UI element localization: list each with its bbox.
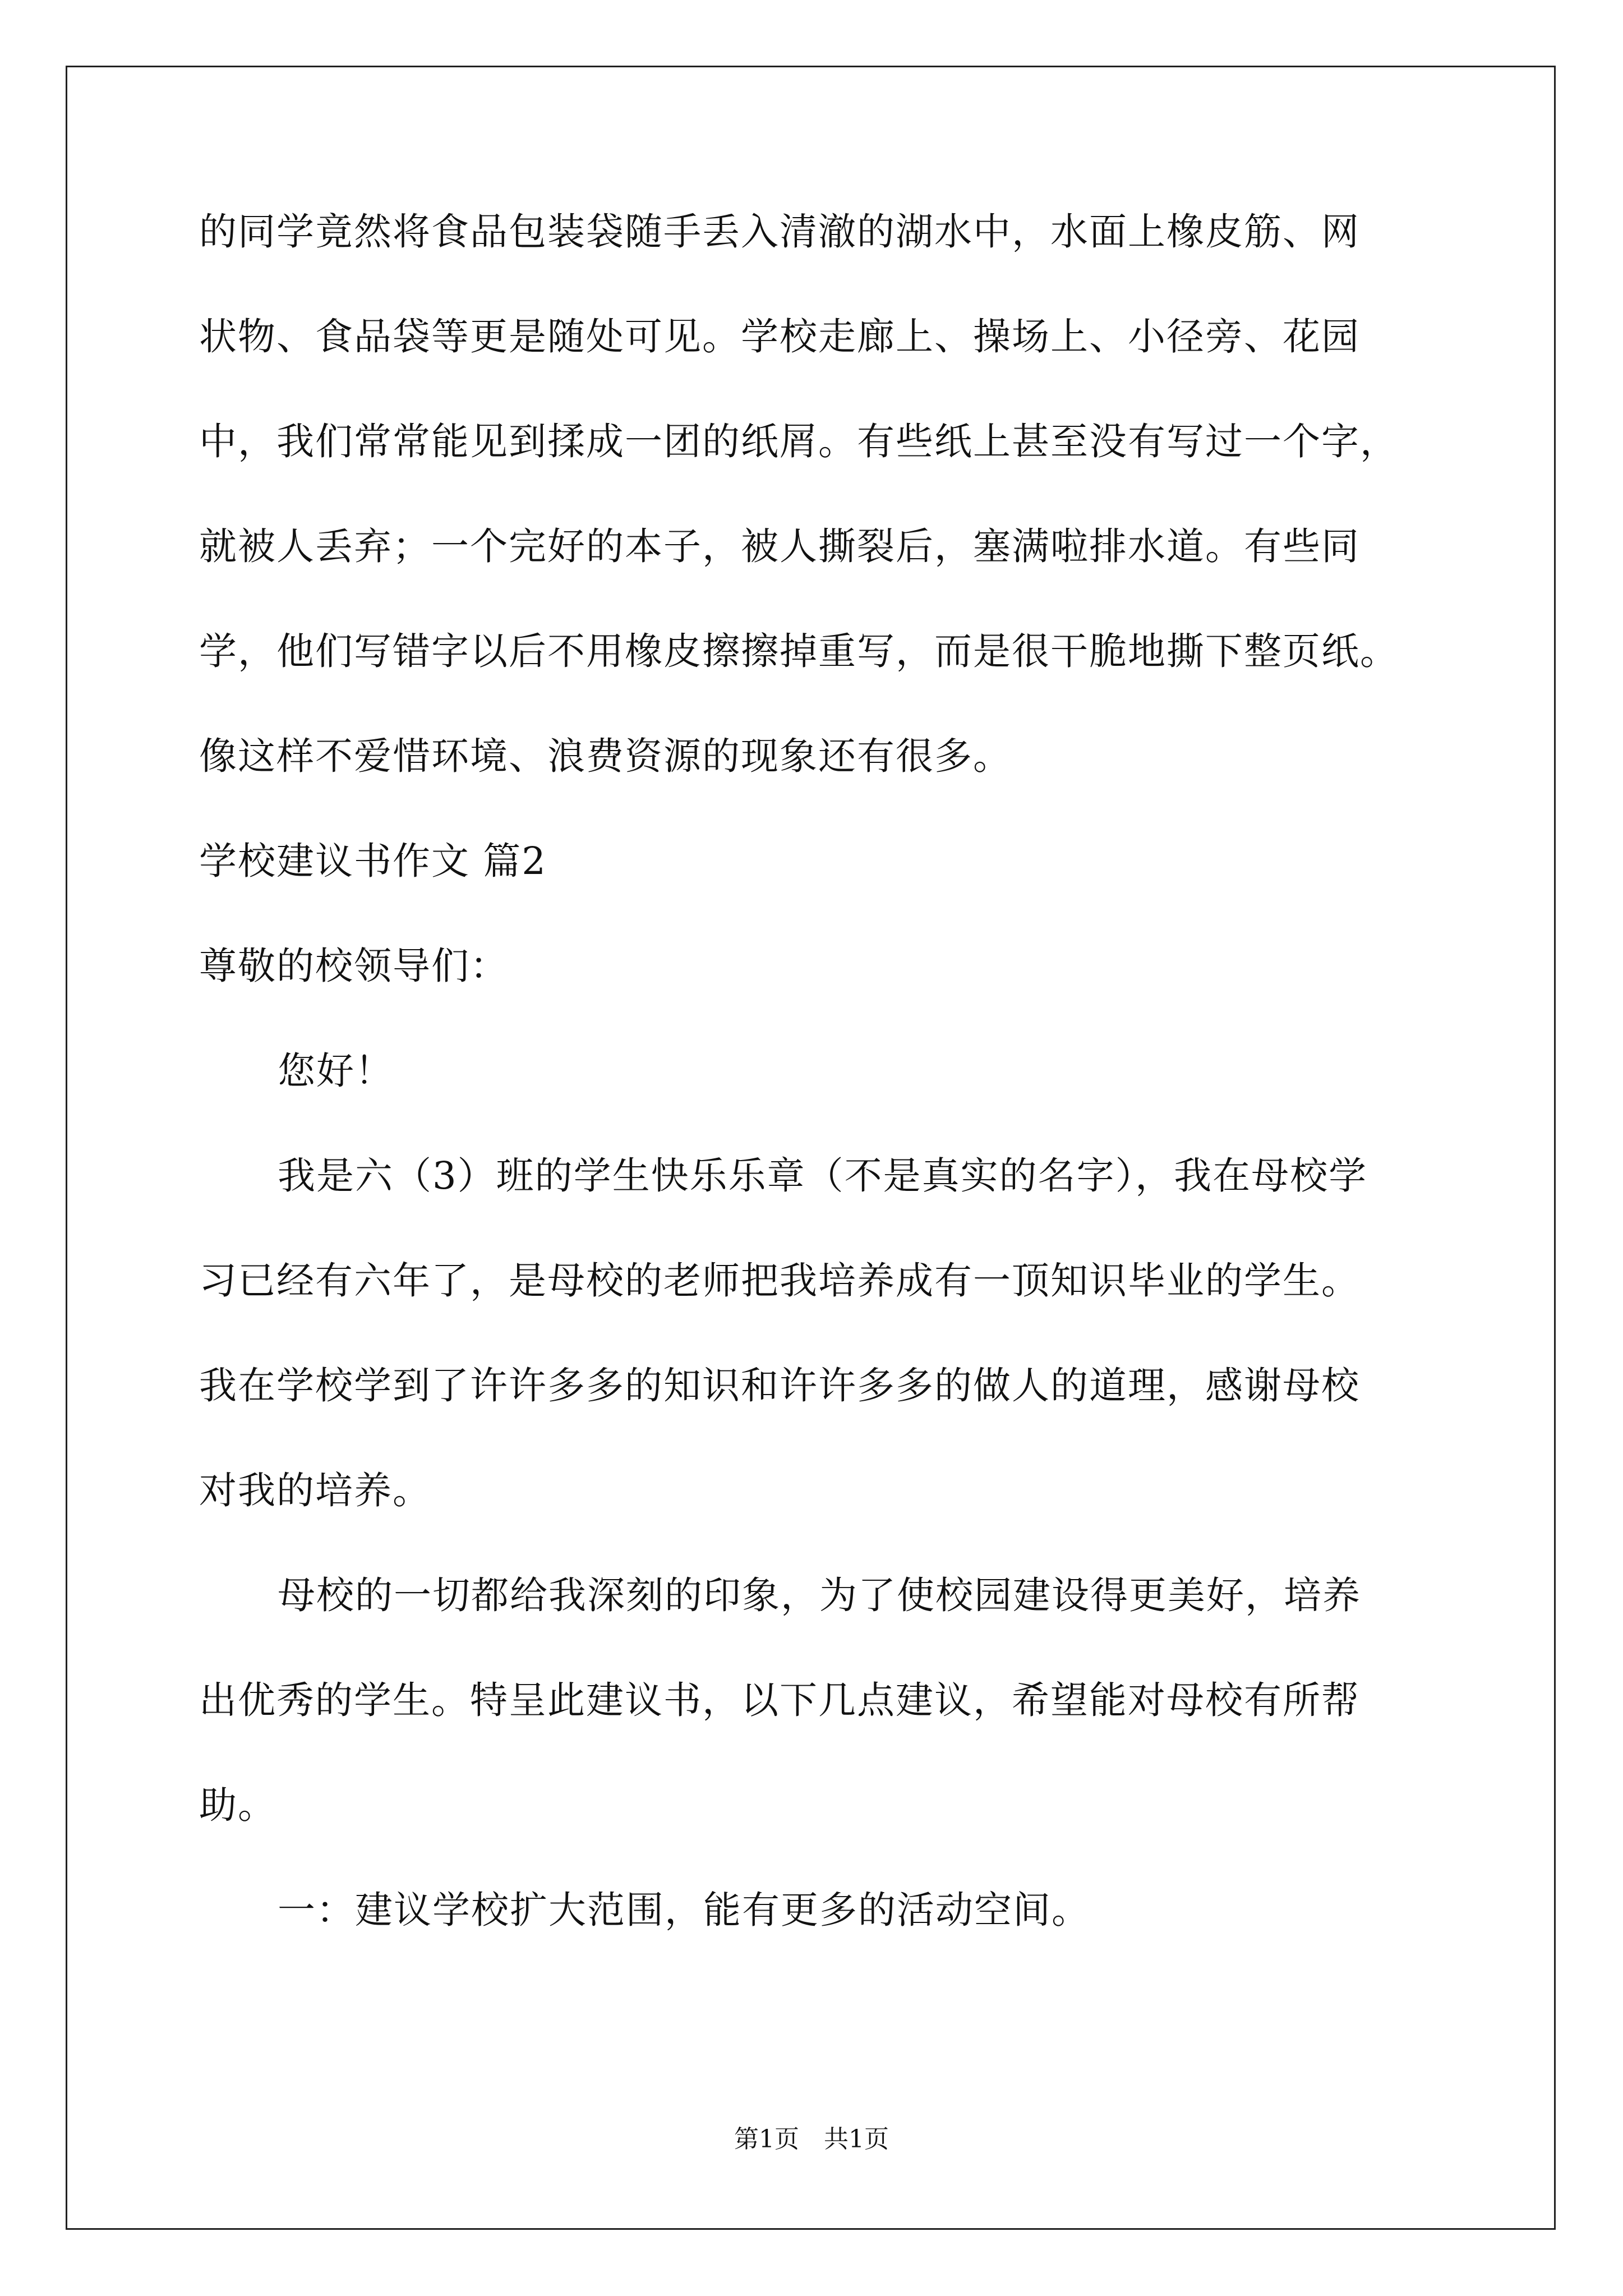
paragraph-line: 对我的培养。 xyxy=(199,1469,431,1512)
paragraph-line: 状物、食品袋等更是随处可见。学校走廊上、操场上、小径旁、花园 xyxy=(199,315,1360,358)
paragraph-line: 我是六（3）班的学生快乐乐章（不是真实的名字），我在母校学 xyxy=(278,1154,1368,1198)
suggestion-item: 一：建议学校扩大范围，能有更多的活动空间。 xyxy=(278,1888,1090,1932)
document-body xyxy=(199,210,1455,1996)
paragraph-line: 习已经有六年了，是母校的老师把我培养成有一顶知识毕业的学生。 xyxy=(199,1259,1360,1303)
salutation: 尊敬的校领导们： xyxy=(199,944,509,988)
paragraph-line: 像这样不爱惜环境、浪费资源的现象还有很多。 xyxy=(199,734,1012,778)
paragraph-line: 就被人丢弃；一个完好的本子，被人撕裂后，塞满啦排水道。有些同 xyxy=(199,524,1360,568)
paragraph-line: 我在学校学到了许许多多的知识和许许多多的做人的道理，感谢母校 xyxy=(199,1364,1360,1407)
greeting: 您好！ xyxy=(278,1049,394,1093)
page-number: 第1页 共1页 xyxy=(734,2125,889,2154)
paragraph-line: 学，他们写错字以后不用橡皮擦擦掉重写，而是很干脆地撕下整页纸。 xyxy=(199,629,1399,673)
paragraph-line: 母校的一切都给我深刻的印象，为了使校园建设得更美好，培养 xyxy=(278,1573,1361,1617)
paragraph-line: 的同学竟然将食品包装袋随手丢入清澈的湖水中，水面上橡皮筋、网 xyxy=(199,210,1360,254)
paragraph-line: 中，我们常常能见到揉成一团的纸屑。有些纸上甚至没有写过一个字， xyxy=(199,420,1399,463)
paragraph-line: 助。 xyxy=(199,1783,276,1827)
paragraph-line: 出优秀的学生。特呈此建议书，以下几点建议，希望能对母校有所帮 xyxy=(199,1678,1360,1722)
section-heading: 学校建议书作文 篇2 xyxy=(199,839,547,883)
